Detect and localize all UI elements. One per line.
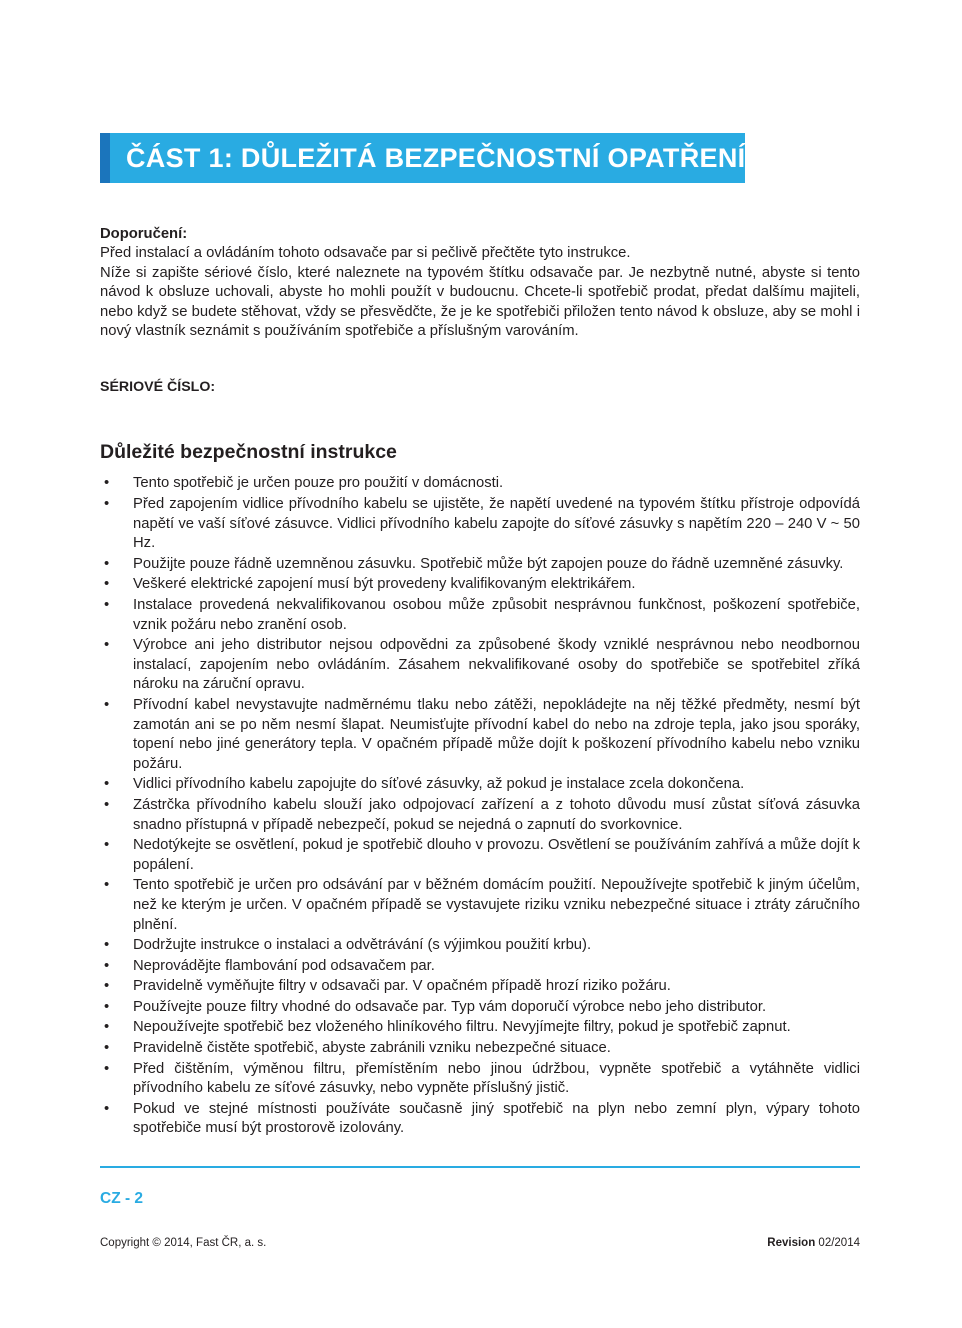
instructions-list — [100, 474, 860, 1139]
bullet-icon: • — [104, 998, 110, 1015]
bullet-icon: • — [104, 1040, 110, 1057]
instruction-text: Zástrčka přívodního kabelu slouží jako odpojovací zařízení a z tohoto důvodu musí zůstat síťová zásuvka snadno přístupná v případě nebezpečí, pokud se nejedná o zapnutí do svorkovnice. — [133, 796, 860, 833]
instruction-item — [100, 1100, 860, 1139]
instruction-text: Výrobce ani jeho distributor nejsou odpovědni za způsobené škody vzniklé nesprávnou nebo neodbornou instalací, zapojením nebo ovládáním. Zásahem nekvalifikované osoby do spotřebiče se spotřebitel zříká nároku na záruční opravu. — [133, 637, 860, 693]
bullet-icon: • — [104, 1060, 110, 1077]
bullet-icon: • — [104, 776, 110, 793]
instruction-item — [100, 1039, 860, 1059]
revision-text — [767, 1237, 860, 1249]
revision-label: Revision — [767, 1237, 816, 1250]
bullet-icon: • — [104, 1100, 110, 1117]
bullet-icon: • — [104, 597, 110, 613]
instruction-item — [100, 998, 860, 1018]
bullet-icon: • — [104, 496, 110, 513]
instruction-text: Tento spotřebič je určen pro odsávání par v běžném domácím použití. Nepoužívejte spotřebič k jiným účelům, než ke kterým je určen. V opačném případě se vystavujete riziku vzniku nebezpečné situace i ztráty záručního plnění. — [133, 877, 860, 933]
instructions-heading: Důležité bezpečnostní instrukce — [100, 441, 397, 464]
serial-number-label: SÉRIOVÉ ČÍSLO: — [100, 379, 216, 396]
recommendation-paragraph-2: Níže si zapište sériové číslo, které naleznete na typovém štítku odsavače par. Je nezbytně nutné, abyste si tento návod k obsluze uchovali, abyste ho mohli použít v budoucnu. Chcete-li spotřebič prodat, předat dalšímu majiteli, nebo když se budete stěhovat, vždy se přesvědčte, že je ke spotřebiči přiložen tento návod k obsluze, aby se mohl i nový vlastník seznámit s používáním spotřebiče a příslušným varováním. — [100, 264, 860, 340]
instruction-text: Neprovádějte flambování pod odsavačem par. — [133, 957, 435, 974]
bullet-icon: • — [104, 1019, 110, 1036]
instruction-text: Tento spotřebič je určen pouze pro použití v domácnosti. — [133, 475, 504, 492]
instruction-item — [100, 636, 860, 695]
copyright-text: Copyright © 2014, Fast ČR, a. s. — [100, 1237, 267, 1250]
instruction-item — [100, 957, 860, 977]
section-title: ČÁST 1: DŮLEŽITÁ BEZPEČNOSTNÍ OPATŘENÍ — [126, 142, 746, 173]
instruction-text: Vidlici přívodního kabelu zapojujte do síťové zásuvky, až pokud je instalace zcela dokončena. — [133, 776, 745, 793]
instruction-text: Pravidelně čistěte spotřebič, abyste zabránili vzniku nebezpečné situace. — [133, 1040, 611, 1057]
instruction-text: Použijte pouze řádně uzemněnou zásuvku. Spotřebič může být zapojen pouze do řádně uzemněné zásuvky. — [133, 555, 844, 572]
instruction-text: Dodržujte instrukce o instalaci a odvětrávání (s výjimkou použití krbu). — [133, 937, 592, 954]
bullet-icon: • — [104, 475, 110, 492]
instruction-text: Nepoužívejte spotřebič bez vloženého hliníkového filtru. Nevyjímejte filtry, pokud je spotřebič zapnut. — [133, 1019, 791, 1036]
revision-value: 02/2014 — [818, 1237, 860, 1250]
bullet-icon: • — [104, 837, 110, 854]
bullet-icon: • — [104, 978, 110, 995]
instruction-item — [100, 836, 860, 875]
instruction-text: Před zapojením vidlice přívodního kabelu se ujistěte, že napětí uvedené na typovém štítku přístroje odpovídá napětí ve vaší síťové zásuvce. Vidlici přívodního kabelu zapojte do síťové zásuvky s napětím 220 – 240 V ~ 50 Hz. — [133, 496, 860, 552]
instruction-text: Pravidelně vyměňujte filtry v odsavači par. V opačném případě hrozí riziko požáru. — [133, 978, 671, 995]
instruction-item — [100, 936, 860, 956]
bullet-icon: • — [104, 696, 110, 713]
bullet-icon: • — [104, 957, 110, 974]
instruction-item — [100, 1018, 860, 1038]
instruction-text: Pokud ve stejné místnosti používáte současně jiný spotřebič na plyn nebo zemní plyn, výpary tohoto spotřebiče musí být prostorově izolovány. — [133, 1100, 860, 1137]
instruction-text: Instalace provedená nekvalifikovanou osobou může způsobit nesprávnou funkčnost, poškození spotřebiče, vznik požáru nebo zranění osob. — [133, 597, 860, 633]
section-banner — [100, 133, 745, 183]
page-code: CZ - 2 — [100, 1190, 144, 1208]
instruction-text: Přívodní kabel nevystavujte nadměrnému tlaku nebo zátěži, nepokládejte na něj těžké předměty, nesmí být zamotán ani se po něm nesmí šlapat. Neumisťujte přívodní kabel do nebo na zdroje tepla, jako jsou sporáky, topení nebo jiné generátory tepla. V opačném případě může dojít k poškození přívodního kabelu nebo vzniku požáru. — [133, 696, 860, 772]
footer — [100, 1237, 860, 1249]
footer-divider — [100, 1166, 860, 1168]
instruction-item — [100, 696, 860, 774]
bullet-icon: • — [104, 555, 110, 572]
instruction-item — [100, 796, 860, 835]
recommendation-section — [100, 225, 860, 341]
bullet-icon: • — [104, 877, 110, 894]
recommendation-paragraph-1: Před instalací a ovládáním tohoto odsavače par si pečlivě přečtěte tyto instrukce. — [100, 245, 631, 262]
instruction-text: Před čištěním, výměnou filtru, přemístěním nebo jinou údržbou, vypněte spotřebič a vytáhněte vidlici přívodního kabelu ze síťové zásuvky, nebo vypněte příslušný jistič. — [133, 1060, 860, 1097]
instruction-item — [100, 575, 860, 595]
instruction-item — [100, 555, 860, 575]
instruction-item — [100, 474, 860, 494]
instruction-item — [100, 596, 860, 635]
recommendation-heading: Doporučení: — [100, 226, 188, 242]
instruction-item — [100, 876, 860, 935]
instruction-text: Veškeré elektrické zapojení musí být provedeny kvalifikovaným elektrikářem. — [133, 576, 636, 593]
instruction-item — [100, 977, 860, 997]
instruction-item — [100, 1060, 860, 1099]
instruction-text: Nedotýkejte se osvětlení, pokud je spotřebič dlouho v provozu. Osvětlení se používáním zahřívá a může dojít k popálení. — [133, 837, 860, 873]
bullet-icon: • — [104, 937, 110, 954]
bullet-icon: • — [104, 576, 110, 593]
bullet-icon: • — [104, 637, 110, 654]
instruction-item — [100, 495, 860, 554]
bullet-icon: • — [104, 796, 110, 813]
instruction-text: Používejte pouze filtry vhodné do odsavače par. Typ vám doporučí výrobce nebo jeho distributor. — [133, 998, 767, 1015]
instruction-item — [100, 775, 860, 795]
